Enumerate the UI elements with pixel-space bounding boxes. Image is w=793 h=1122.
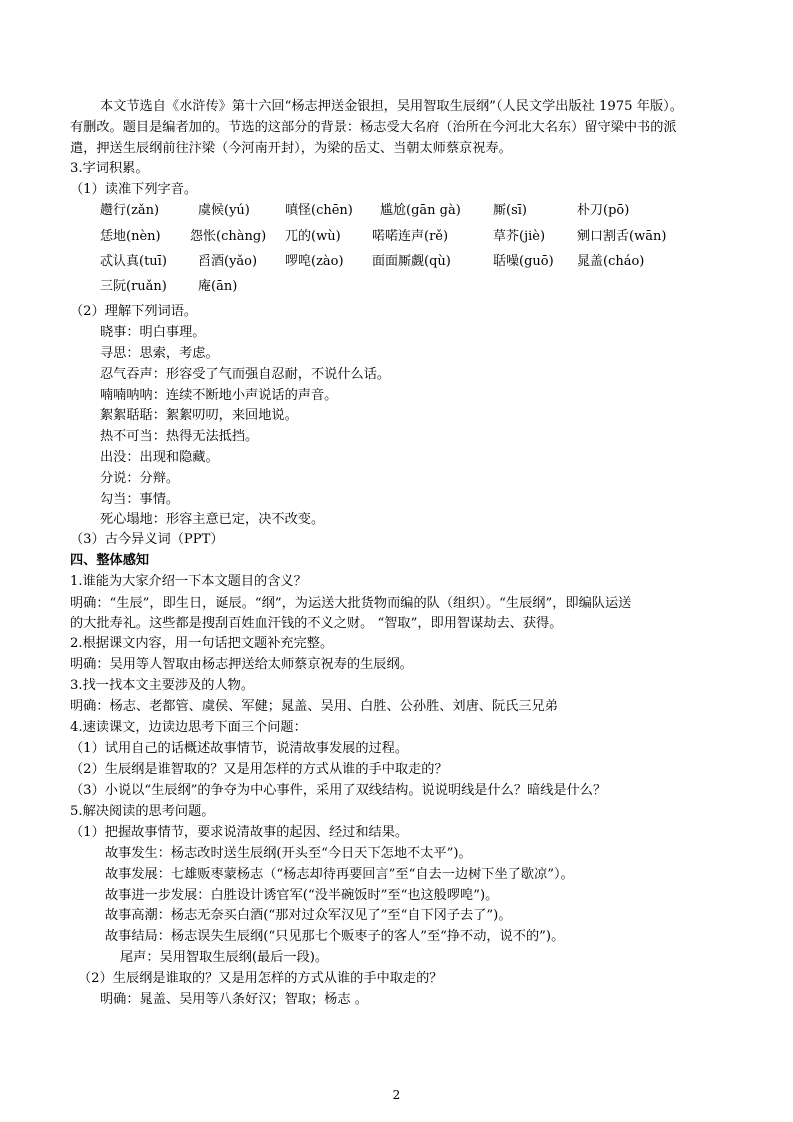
- answer-2: 明确：吴用等人智取由杨志押送给太师蔡京祝寿的生辰纲。: [70, 657, 413, 672]
- intro-line-3: 遣，押送生辰纲前往汴梁（今河南开封），为梁的岳丈、当朝太师蔡京祝寿。: [70, 141, 512, 156]
- pinyin-item: 朴刀(pō): [577, 203, 630, 218]
- question-4-item-2: （2）生辰纲是谁智取的？又是用怎样的方式从谁的手中取走的？: [70, 762, 448, 777]
- pinyin-item: 面面厮觑(qù): [372, 254, 451, 269]
- question-5: 5.解决阅读的思考问题。: [70, 804, 215, 819]
- section-3-heading: 3.字词积累。: [70, 161, 149, 176]
- subsection-pronunciation: （1）读准下列字音。: [70, 182, 198, 197]
- question-3: 3.找一找本文主要涉及的人物。: [70, 678, 255, 693]
- vocab-item: 晓事：明白事理。: [100, 325, 206, 340]
- plot-epilogue: 尾声：吴用智取生辰纲(最后一段)。: [120, 950, 329, 965]
- vocab-item: 死心塌地：形容主意已定，决不改变。: [100, 512, 325, 527]
- pinyin-item: 剜口割舌(wān): [577, 229, 667, 244]
- pinyin-item: 忒认真(tuī): [100, 254, 167, 269]
- intro-line-2: 有删改。题目是编者加的。节选的这部分的背景：杨志受大名府（治所在今河北大名东）留守梁中书的派: [70, 120, 677, 135]
- pinyin-item: 草芥(jiè): [493, 229, 546, 244]
- vocab-item: 喃喃呐呐：连续不断地小声说话的声音。: [100, 388, 338, 403]
- question-5-item-1: （1）把握故事情节，要求说清故事的起因、经过和结果。: [70, 825, 409, 840]
- pinyin-item: 晁盖(cháo): [577, 254, 645, 269]
- pinyin-item: 嗔怪(chēn): [285, 203, 353, 218]
- vocab-item: 寻思：思索，考虑。: [100, 346, 219, 361]
- intro-line-1: 本文节选自《水浒传》第十六回“杨志押送金银担，吴用智取生辰纲”（人民文学出版社 1975 年版）。: [100, 99, 683, 114]
- answer-1-line-1: 明确：“生辰”，即生日，诞辰。“纲”，为运送大批货物而编的队（组织）。“生辰纲”，即编队运送: [70, 596, 632, 611]
- plot-development: 故事发展：七雄贩枣蒙杨志（“杨志却待再要回言”至“自去一边树下坐了歇凉”）。: [105, 867, 574, 882]
- answer-1-line-2: 的大批寿礼。这些都是搜刮百姓血汗钱的不义之财。 “智取”，即用智谋劫去、获得。: [70, 616, 563, 631]
- pinyin-item: 恁地(nèn): [100, 229, 161, 244]
- pinyin-item: 三阮(ruǎn): [100, 279, 167, 294]
- answer-5-2: 明确：晁盖、吴用等八条好汉；智取；杨志 。: [100, 992, 368, 1007]
- question-4: 4.速读课文，边读边思考下面三个问题：: [70, 720, 307, 735]
- question-1: 1.谁能为大家介绍一下本文题目的含义？: [70, 574, 307, 589]
- question-4-item-3: （3）小说以“生辰纲”的争夺为中心事件，采用了双线结构。说说明线是什么？暗线是什么？: [70, 783, 607, 798]
- subsection-archaic-words: （3）古今异义词（PPT）: [70, 532, 224, 547]
- plot-ending: 故事结局：杨志误失生辰纲(“只见那七个贩枣子的客人”至“挣不动，说不的”)。: [105, 929, 565, 944]
- pinyin-item: 兀的(wù): [285, 229, 341, 244]
- pinyin-item: 趱行(zǎn): [100, 203, 160, 218]
- pinyin-item: 厮(sī): [493, 203, 527, 218]
- question-2: 2.根据课文内容，用一句话把文题补充完整。: [70, 636, 334, 651]
- pinyin-item: 怨怅(chàng): [190, 229, 267, 244]
- pinyin-item: 喏喏连声(rě): [372, 229, 449, 244]
- section-4-heading: 四、整体感知: [70, 553, 150, 568]
- pinyin-item: 啰唣(zào): [285, 254, 344, 269]
- vocab-item: 热不可当：热得无法抵挡。: [100, 429, 259, 444]
- pinyin-item: 尴尬(gān gà): [380, 203, 461, 218]
- vocab-item: 出没：出现和隐藏。: [100, 450, 219, 465]
- plot-climax: 故事高潮：杨志无奈买白酒(“那对过众军汉见了”至“自下冈子去了”)。: [105, 908, 512, 923]
- answer-3: 明确：杨志、老都管、虞侯、军健；晁盖、吴用、白胜、公孙胜、刘唐、阮氏三兄弟: [70, 699, 558, 714]
- question-4-item-1: （1）试用自己的话概述故事情节，说清故事发展的过程。: [70, 741, 409, 756]
- vocab-item: 分说：分辩。: [100, 471, 180, 486]
- pinyin-item: 舀酒(yǎo): [198, 254, 258, 269]
- vocab-item: 絮絮聒聒：絮絮叨叨，来回地说。: [100, 408, 298, 423]
- subsection-vocabulary: （2）理解下列词语。: [70, 304, 198, 319]
- plot-beginning: 故事发生：杨志改时送生辰纲(开头至“今日天下怎地不太平”)。: [105, 846, 472, 861]
- question-5-item-2: （2）生辰纲是谁取的？又是用怎样的方式从谁的手中取走的？: [78, 971, 443, 986]
- page-number: 2: [392, 1088, 401, 1102]
- pinyin-item: 虞候(yú): [198, 203, 250, 218]
- pinyin-item: 聒噪(guō): [493, 254, 554, 269]
- plot-further-development: 故事进一步发展：白胜设计诱官军(“没半碗饭时”至“也这般啰唣”)。: [105, 888, 499, 903]
- vocab-item: 忍气吞声：形容受了气而强自忍耐，不说什么话。: [100, 367, 391, 382]
- vocab-item: 勾当：事情。: [100, 492, 180, 507]
- pinyin-item: 庵(ān): [198, 279, 238, 294]
